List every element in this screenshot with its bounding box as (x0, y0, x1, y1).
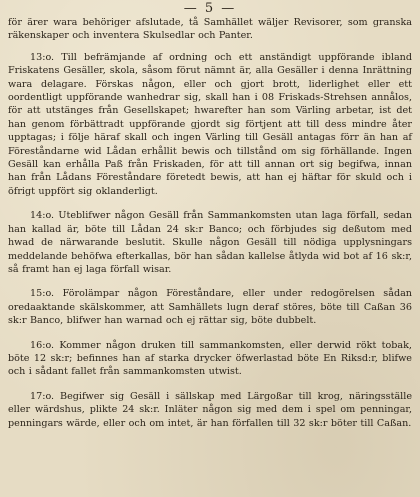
paragraph-16: 16:o. Kommer någon druken till sammankomsten, eller derwid rökt tobak, böte 12 sk:r; befinnes han af starka drycker öfwerlastad böte En Riksd:r, blifwe och i sådant fallet från sammankomsten utwist. (8, 339, 412, 378)
page-header (8, 2, 412, 16)
paragraph-14: 14:o. Uteblifwer någon Gesäll från Sammankomsten utan laga förfall, sedan han kallad är, böte till Lådan 24 sk:r Banco; och förbjudes sig deßutom med hwad de närwarande beslutit. Skulle någon Gesäll till nödiga upplysningars meddelande behöfwa efterkallas, bör han sådan kallelse åtlyda wid bot af 16 sk:r, så framt han ej laga förfall wisar. (8, 210, 412, 275)
paragraph-17: 17:o. Begifwer sig Gesäll i sällskap med Lärgoßar till krog, näringsställe eller wärdshus, plikte 24 sk:r. Inläter någon sig med dem i spel om penningar, penningars wärde, eller och om intet, är han förfallen till 32 sk:r böter till Caßan. (8, 390, 412, 429)
paragraph-13: 13:o. Till befrämjande af ordning och ett anständigt uppförande ibland Friskatens Gesäller, skola, såsom förut nämnt är, alla Gesäller i denna Inrättning wara delagare. Förskas någon, eller och gjort brott, liderlighet eller ett oordentligt uppförande wanhedrar sig, skall han i 08 Friskads-Strehsen annålos, för att utstänges från Gesellskapet; hwarefter han som Värling arbetar, ist det han genom förbättradt uppförande gjordt sig förtjent att till dess mindre åter upptagas; i följe häraf skall och ingen Värling till Gesäll antagas förr än han af Föreståndarne wid Lådan erhållit bewis och tillstånd om sig förhällande. Ingen Gesäll kan erhålla Paß från Friskaden, för att till annan ort sig begifwa, innan han från Lådans Föreståndare företedt bewis, att han ej häftar för skuld och i öfrigt uppfört sig oklanderligt. (8, 51, 412, 197)
paragraph-15: 15:o. Förolämpar någon Föreståndare, eller under redogörelsen sådan oredaaktande skälskommer, att Samhällets lugn deraf störes, böte till Caßan 36 sk:r Banco, blifwer han warnad och ej rättar sig, böte dubbelt. (8, 288, 412, 327)
paragraph-intro: för ärer wara behöriger afslutade, tå Samhället wäljer Revisorer, som granska räkenskaper och inventera Skulsedlar och Panter. (8, 17, 412, 42)
page-number: — 5 — (183, 1, 237, 16)
